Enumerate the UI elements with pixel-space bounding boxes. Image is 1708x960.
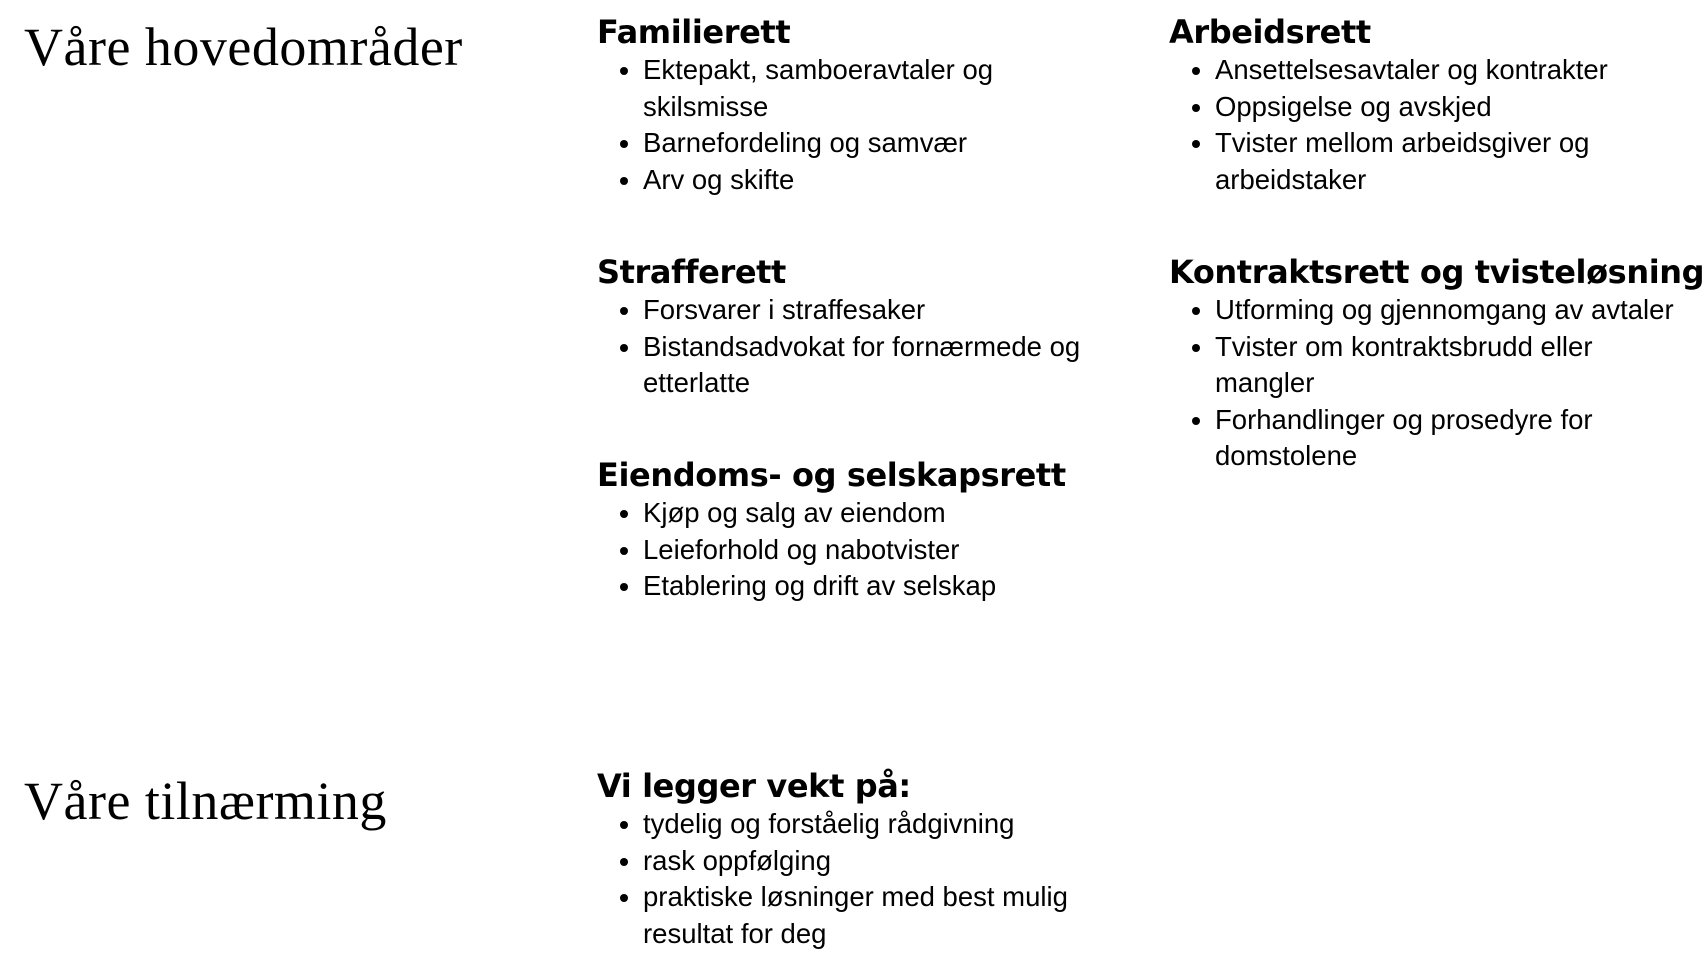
familierett-list	[597, 52, 1117, 198]
list-item: • Utforming og gjennomgang av avtaler	[1215, 292, 1699, 329]
approach-title: Vi legger vekt på:	[597, 767, 911, 805]
kontraktsrett-title: Kontraktsrett og tvisteløsning	[1169, 253, 1705, 291]
arbeidsrett-block	[1169, 12, 1699, 198]
kontraktsrett-list	[1169, 292, 1699, 475]
familierett-title: Familierett	[597, 13, 791, 51]
arbeidsrett-title: Arbeidsrett	[1169, 13, 1371, 51]
list-item: • Forsvarer i straffesaker	[643, 292, 1117, 329]
list-item: • Bistandsadvokat for fornærmede og etterlatte	[643, 329, 1117, 402]
strafferett-block	[597, 252, 1117, 402]
list-item: • Etablering og drift av selskap	[643, 568, 1137, 605]
areas-heading: Våre hovedområder	[24, 17, 463, 77]
approach-block	[597, 766, 1137, 952]
list-item: • Ansettelsesavtaler og kontrakter	[1215, 52, 1699, 89]
strafferett-title: Strafferett	[597, 253, 786, 291]
list-item: • Forhandlinger og prosedyre for domstolene	[1215, 402, 1699, 475]
kontraktsrett-block	[1169, 252, 1705, 475]
arbeidsrett-list	[1169, 52, 1699, 198]
list-item: • tydelig og forståelig rådgivning	[643, 806, 1137, 843]
list-item: • rask oppfølging	[643, 843, 1137, 880]
approach-heading: Våre tilnærming	[24, 771, 387, 831]
list-item: • Tvister mellom arbeidsgiver og arbeidstaker	[1215, 125, 1699, 198]
list-item: • Ektepakt, samboeravtaler og skilsmisse	[643, 52, 1117, 125]
eiendom-list	[597, 495, 1137, 605]
list-item: • Kjøp og salg av eiendom	[643, 495, 1137, 532]
list-item: • Leieforhold og nabotvister	[643, 532, 1137, 569]
list-item: • praktiske løsninger med best mulig resultat for deg	[643, 879, 1137, 952]
list-item: • Barnefordeling og samvær	[643, 125, 1117, 162]
eiendom-title: Eiendoms- og selskapsrett	[597, 456, 1066, 494]
approach-list	[597, 806, 1137, 952]
strafferett-list	[597, 292, 1117, 402]
familierett-block	[597, 12, 1117, 198]
list-item: • Tvister om kontraktsbrudd eller mangler	[1215, 329, 1699, 402]
eiendom-block	[597, 455, 1137, 605]
list-item: • Oppsigelse og avskjed	[1215, 89, 1699, 126]
list-item: • Arv og skifte	[643, 162, 1117, 199]
